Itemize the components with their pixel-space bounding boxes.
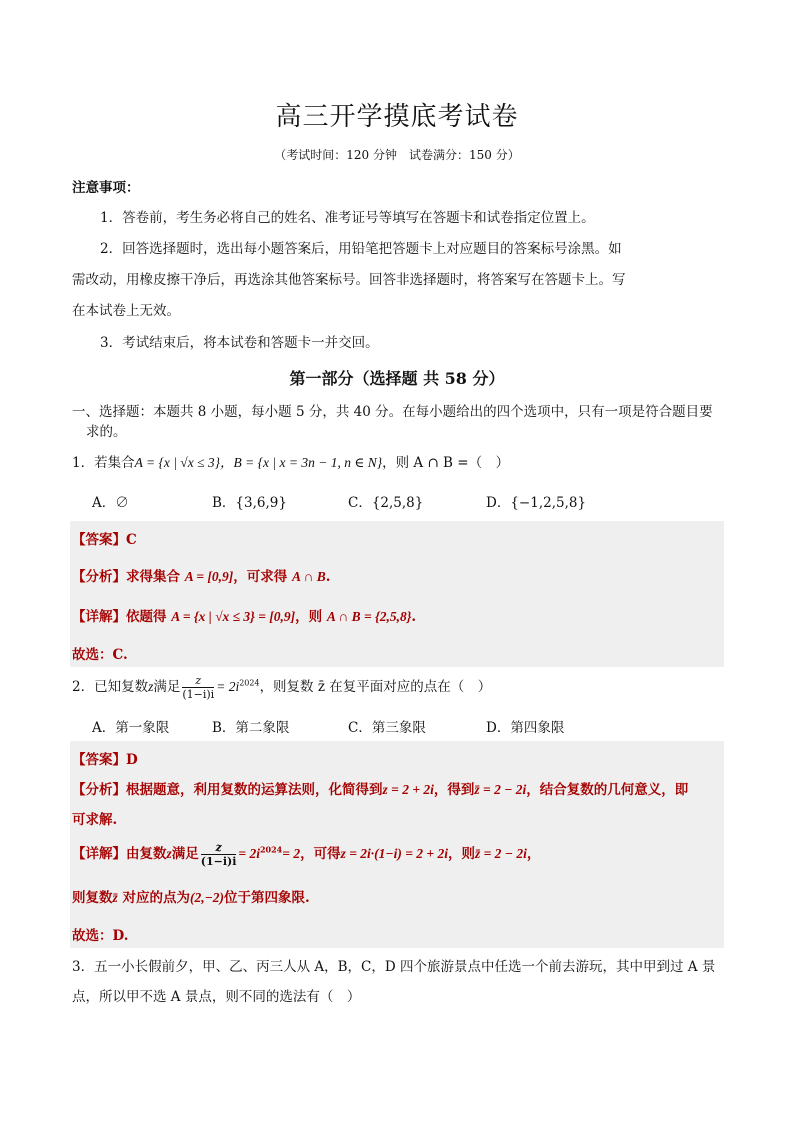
q2-detail-line-2-c: 位于第四象限. bbox=[224, 890, 310, 906]
q2-analysis-math-2: z̄ = 2 − 2i bbox=[474, 782, 527, 797]
q1-prefix: 1．若集合 bbox=[72, 455, 135, 471]
q2-analysis-math-1: z = 2 + 2i bbox=[382, 782, 434, 797]
q2-prefix: 2．已知复数 bbox=[72, 679, 149, 695]
q2-exponent: 2024 bbox=[239, 678, 260, 688]
q2-detail-text-d: ，则 bbox=[447, 846, 475, 862]
q2-detail-math-1: z = 2i·(1−i) = 2 + 2i bbox=[340, 846, 448, 861]
q1-analysis-text-b: ，可求得 bbox=[233, 569, 292, 585]
q1-set-b: ，B = {x | x = 3n − 1, n ∈ N} bbox=[220, 455, 383, 470]
q3-stem-line-1: 3．五一小长假前夕，甲、乙、丙三人从 A，B，C，D 四个旅游景点中任选一个前去游玩，其中甲到过 A 景 bbox=[72, 959, 716, 975]
q2-detail-fraction-denominator: (1−i)i bbox=[200, 855, 237, 868]
q2-answer-label: 【答案】 bbox=[72, 752, 126, 768]
q2-detail-line-2-a: 则复数 bbox=[72, 890, 113, 906]
q2-fraction-numerator: z bbox=[182, 675, 214, 688]
q2-detail bbox=[72, 842, 540, 867]
q2-stem bbox=[72, 675, 491, 700]
q1-solution-box bbox=[70, 521, 724, 667]
q1-answer-label: 【答案】 bbox=[72, 532, 126, 548]
q2-detail-line-2-b: 对应的点为 bbox=[117, 890, 190, 906]
q1-option-b: B．{3,6,9} bbox=[212, 495, 287, 511]
q2-detail-equals-2: = 2 bbox=[282, 846, 301, 861]
q2-analysis-label: 【分析】 bbox=[72, 782, 126, 798]
q2-detail-text-a: 由复数 bbox=[126, 846, 167, 862]
q2-detail-math-2: z̄ = 2 − 2i bbox=[474, 846, 527, 861]
notice-heading: 注意事项： bbox=[72, 180, 140, 196]
q1-option-d: D．{−1,2,5,8} bbox=[486, 495, 587, 511]
q2-fraction bbox=[182, 675, 214, 700]
q1-analysis-label: 【分析】 bbox=[72, 569, 126, 585]
q1-choice: 故选：C. bbox=[72, 647, 128, 663]
q2-detail-label: 【详解】 bbox=[72, 846, 126, 862]
q2-option-a: A．第一象限 bbox=[92, 720, 170, 736]
q2-detail-z: z bbox=[166, 846, 172, 861]
q1-analysis bbox=[72, 565, 330, 585]
q2-choice: 故选：D. bbox=[72, 928, 129, 944]
section-instruction-line-2: 求的。 bbox=[86, 424, 127, 440]
q1-detail-text-a: 依题得 bbox=[126, 609, 172, 625]
section-title: 第一部分（选择题 共 58 分） bbox=[289, 369, 505, 388]
q2-detail-line-2-math-2: (2,−2) bbox=[189, 890, 225, 905]
q1-detail-label: 【详解】 bbox=[72, 609, 126, 625]
q1-detail-math-2: A ∩ B = {2,5,8} bbox=[326, 609, 412, 624]
q2-detail-equals: = 2i bbox=[238, 846, 260, 861]
q1-stem bbox=[72, 451, 509, 471]
q2-option-b: B．第二象限 bbox=[212, 720, 290, 736]
q1-tail: ，则 A ∩ B =（ ） bbox=[382, 455, 510, 471]
section-instruction-line-1: 一、选择题：本题共 8 小题，每小题 5 分，共 40 分。在每小题给出的四个选项中，只有一项是符合题目要 bbox=[72, 404, 713, 420]
q2-detail-fraction-numerator: z bbox=[201, 842, 237, 855]
q2-detail-fraction bbox=[201, 842, 237, 867]
q2-answer bbox=[72, 748, 138, 768]
q2-option-d: D．第四象限 bbox=[486, 720, 565, 736]
q1-analysis-math-2: A ∩ B bbox=[291, 569, 326, 584]
q2-detail-line-2 bbox=[72, 886, 310, 906]
q2-option-c: C．第三象限 bbox=[348, 720, 426, 736]
q2-detail-text-b: 满足 bbox=[171, 846, 199, 862]
q2-answer-value: D bbox=[126, 752, 138, 768]
q1-option-c: C．{2,5,8} bbox=[348, 495, 424, 511]
q2-analysis-text-c: ，结合复数的几何意义，即 bbox=[526, 782, 689, 798]
q1-analysis-text-c: . bbox=[325, 569, 331, 585]
q2-analysis-text-b: ，得到 bbox=[433, 782, 475, 798]
q1-set-a: A = {x | √x ≤ 3} bbox=[134, 455, 221, 470]
q1-answer-value: C bbox=[126, 532, 137, 548]
q1-detail-math: A = {x | √x ≤ 3} = [0,9] bbox=[171, 609, 296, 624]
notice-item-2-line-1: 2．回答选择题时，选出每小题答案后，用铅笔把答题卡上对应题目的答案标号涂黑。如 bbox=[100, 241, 622, 257]
q3-stem-line-2: 点，所以甲不选 A 景点，则不同的选法有（ ） bbox=[72, 989, 361, 1005]
notice-item-2-line-2: 需改动，用橡皮擦干净后，再选涂其他答案标号。回答非选择题时，将答案写在答题卡上。写 bbox=[72, 272, 626, 288]
notice-item-3: 3．考试结束后，将本试卷和答题卡一并交回。 bbox=[100, 335, 379, 351]
exam-title: 高三开学摸底考试卷 bbox=[275, 102, 519, 132]
q2-fraction-denominator: (1−i)i bbox=[182, 688, 215, 701]
q1-detail-text-c: . bbox=[411, 609, 417, 625]
q2-detail-exponent: 2024 bbox=[259, 844, 283, 855]
q1-detail bbox=[72, 605, 416, 625]
q2-z: z bbox=[148, 679, 154, 694]
q1-option-a: A．∅ bbox=[92, 495, 129, 511]
q1-analysis-text-a: 求得集合 bbox=[126, 569, 185, 585]
q2-analysis bbox=[72, 778, 688, 798]
q2-detail-text-c: ，可得 bbox=[300, 846, 341, 862]
exam-subtitle: （考试时间：120 分钟 试卷满分：150 分） bbox=[274, 148, 520, 162]
q2-tail: ，则复数 z̄ 在复平面对应的点在（ ） bbox=[259, 679, 492, 695]
q2-detail-line-2-math: z̄ bbox=[112, 890, 118, 905]
notice-item-2-line-3: 在本试卷上无效。 bbox=[72, 303, 180, 319]
q2-analysis-text-a: 根据题意，利用复数的运算法则，化简得到 bbox=[126, 782, 383, 798]
q2-mid: 满足 bbox=[153, 679, 181, 695]
notice-item-1: 1．答卷前，考生务必将自己的姓名、准考证号等填写在答题卡和试卷指定位置上。 bbox=[100, 210, 595, 226]
q1-analysis-math: A = [0,9] bbox=[184, 569, 234, 584]
q1-detail-text-b: ，则 bbox=[295, 609, 327, 625]
q2-equals: = 2i bbox=[216, 679, 240, 694]
q2-detail-text-e: ， bbox=[526, 846, 541, 862]
q2-analysis-line-2: 可求解. bbox=[72, 812, 118, 828]
q1-answer bbox=[72, 528, 137, 548]
